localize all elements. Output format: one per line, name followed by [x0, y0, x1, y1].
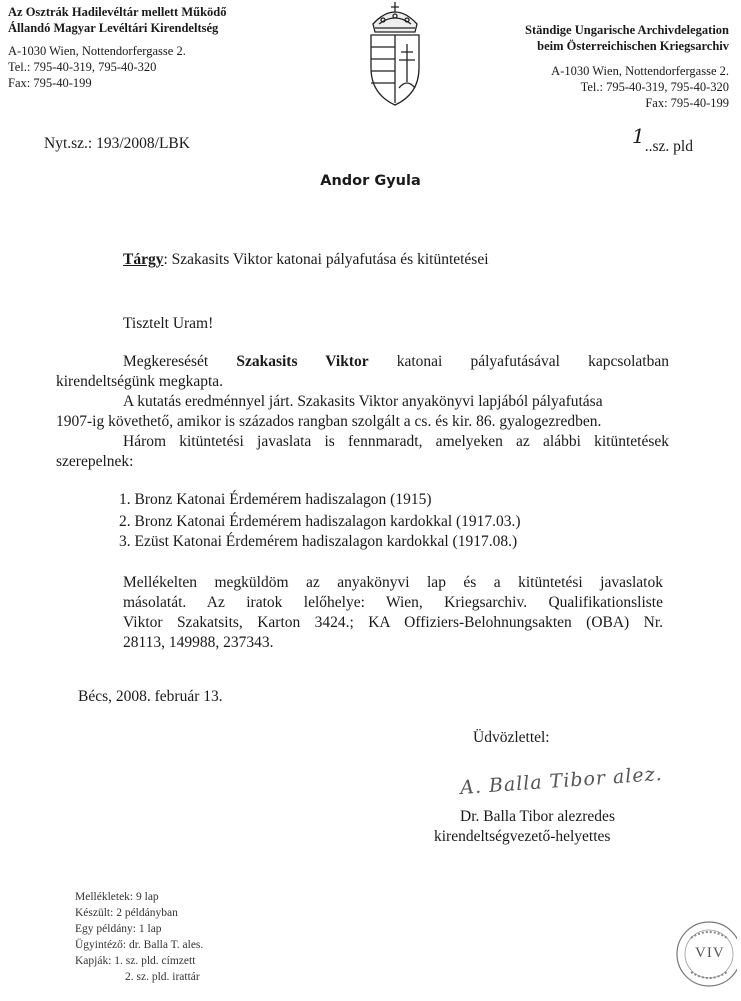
paragraph-2-line-2: 1907-ig követhető, amikor is százados rangban szolgált a cs. és kir. 86. gyalogezredben.: [56, 413, 602, 430]
paragraph-4-line-4: 28113, 149988, 237343.: [123, 634, 274, 651]
paragraph-1-line-1: Megkeresését Szakasits Viktor katonai pályafutásával kapcsolatban: [123, 353, 669, 370]
stamp-icon: [673, 916, 737, 996]
closing-greeting: Üdvözlettel:: [473, 729, 550, 746]
signatory-title: kirendeltségvezető-helyettes: [434, 828, 611, 845]
footer-line: Egy példány: 1 lap: [75, 923, 162, 935]
award-item: 3. Ezüst Katonai Érdemérem hadiszalagon kardokkal (1917.08.): [119, 533, 518, 550]
footer-line: Mellékletek: 9 lap: [75, 891, 159, 903]
reference-number: Nyt.sz.: 193/2008/LBK: [44, 135, 190, 152]
header-left-line2: Állandó Magyar Levéltári Kirendeltség: [8, 21, 219, 35]
header-right-address: A-1030 Wien, Nottendorfergasse 2.: [551, 64, 729, 78]
award-item: 1. Bronz Katonai Érdemérem hadiszalagon (1915): [119, 491, 432, 508]
recipient: Andor Gyula: [320, 173, 421, 189]
copy-number-suffix: ..sz. pld: [644, 138, 693, 155]
coat-of-arms-icon: [363, 2, 427, 112]
award-item: 2. Bronz Katonai Érdemérem hadiszalagon kardokkal (1917.03.): [119, 513, 521, 530]
header-right-tel: Tel.: 795-40-319, 795-40-320: [580, 80, 729, 94]
footer-line: Ügyintéző: dr. Balla T. ales.: [75, 939, 204, 951]
paragraph-3-line-2: szerepelnek:: [56, 453, 134, 470]
footer-line: 2. sz. pld. irattár: [125, 971, 200, 983]
signature: A. Balla Tibor alez.: [459, 762, 664, 800]
subject-line: [123, 250, 489, 270]
signatory-name: Dr. Balla Tibor alezredes: [460, 808, 615, 825]
salutation: Tisztelt Uram!: [123, 315, 214, 332]
subject-label: Tárgy: [123, 251, 164, 268]
paragraph-4-line-2: másolatát. Az iratok lelőhelye: Wien, Kriegsarchiv. Qualifikationsliste: [123, 594, 663, 611]
header-right-line2: beim Österreichischen Kriegsarchiv: [537, 39, 729, 53]
header-left-address: A-1030 Wien, Nottendorfergasse 2.: [8, 44, 186, 58]
paragraph-1-line-2: kirendeltségünk megkapta.: [56, 373, 224, 390]
person-name: Szakasits Viktor: [236, 353, 369, 370]
header-left-tel: Tel.: 795-40-319, 795-40-320: [8, 60, 157, 74]
paragraph-3-line-1: Három kitüntetési javaslata is fennmaradt, amelyeken az alábbi kitüntetések: [123, 433, 669, 450]
header-left-fax: Fax: 795-40-199: [8, 76, 92, 90]
footer-line: Kapják: 1. sz. pld. címzett: [75, 955, 196, 967]
stamp-text: VIV: [695, 945, 725, 961]
header-right-fax: Fax: 795-40-199: [645, 96, 729, 110]
footer-line: Készült: 2 példányban: [75, 907, 178, 919]
copy-number-handwritten: 1: [632, 124, 645, 148]
paragraph-4-line-1: Mellékelten megküldöm az anyakönyvi lap és a kitüntetési javaslatok: [123, 574, 663, 591]
copy-number: [632, 124, 693, 157]
header-right-line1: Ständige Ungarische Archivdelegation: [525, 23, 729, 37]
header-left-line1: Az Osztrák Hadilevéltár mellett Működő: [8, 5, 227, 19]
paragraph-4-line-3: Viktor Szakatsits, Karton 3424.; KA Offiziers-Belohnungsakten (OBA) Nr.: [123, 614, 663, 631]
place-date: Bécs, 2008. február 13.: [78, 688, 223, 705]
subject-text: : Szakasits Viktor katonai pályafutása és kitüntetései: [163, 251, 489, 268]
paragraph-2-line-1: A kutatás eredménnyel járt. Szakasits Viktor anyakönyvi lapjából pályafutása: [123, 393, 603, 410]
